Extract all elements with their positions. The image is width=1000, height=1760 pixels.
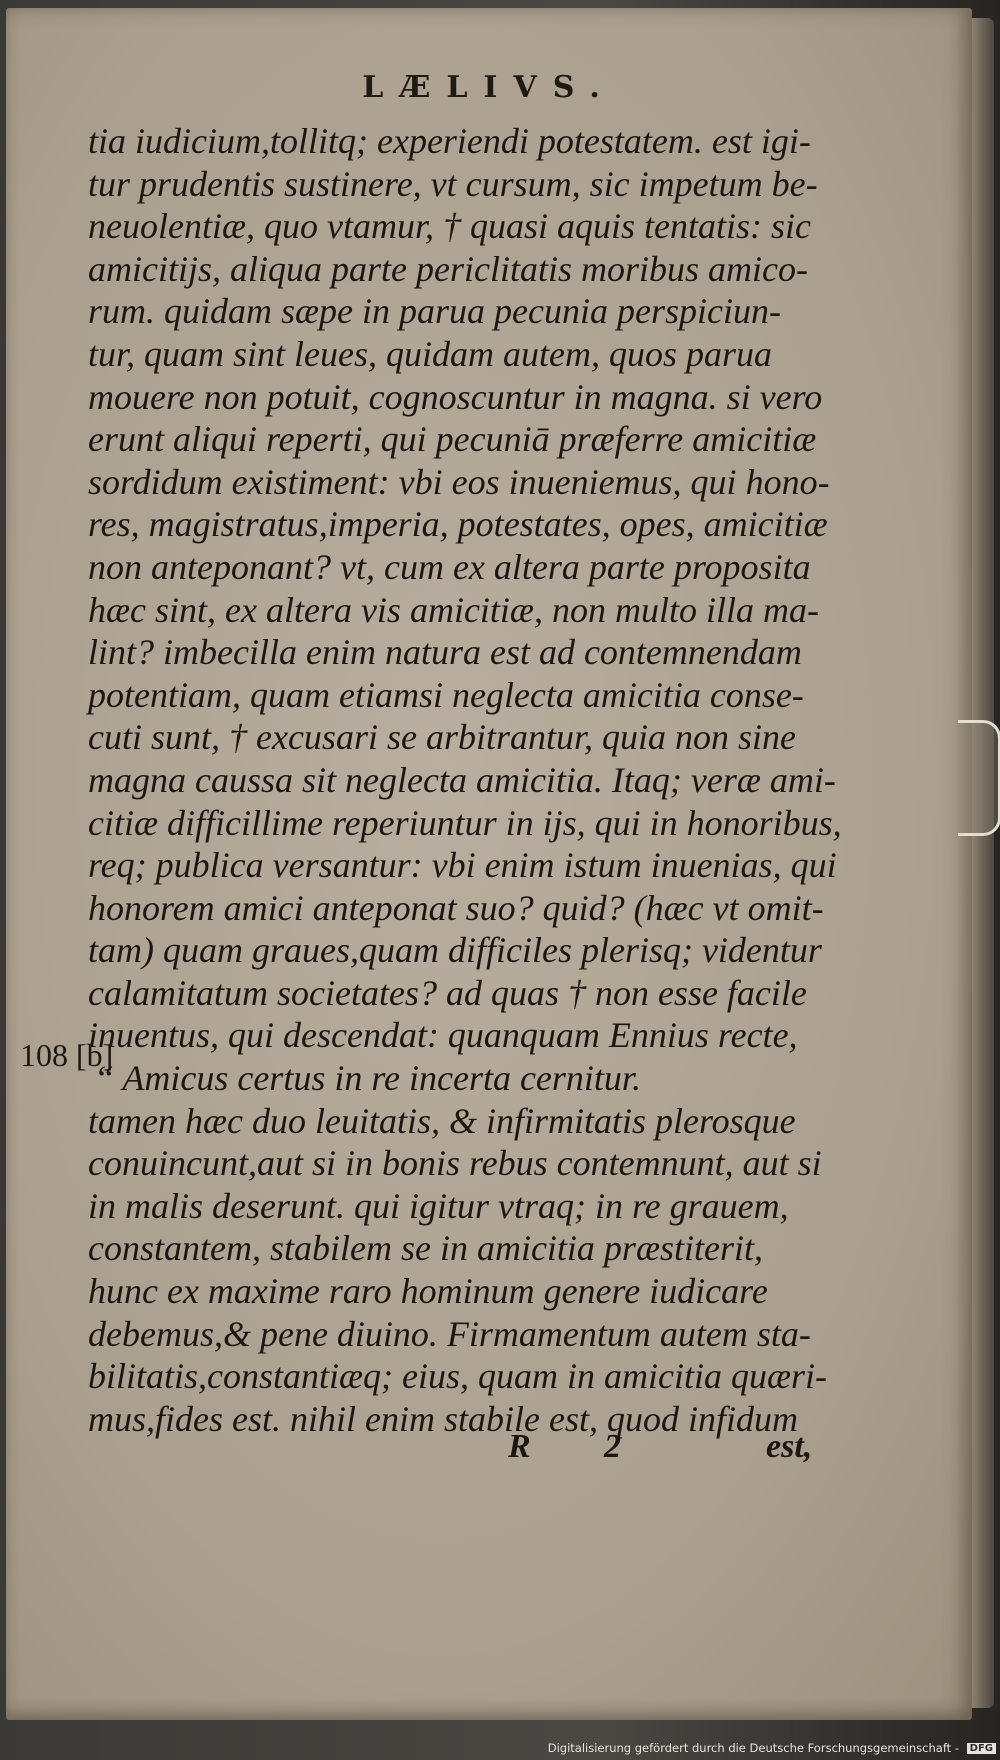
text-line: tam) quam graues,quam difficiles plerisq; videntur: [88, 930, 822, 971]
text-line: potentiam, quam etiamsi neglecta amicitia conse-: [88, 674, 804, 715]
book-page: [6, 8, 972, 1720]
text-line: res, magistratus,imperia, potestates, opes, amicitiæ: [88, 504, 828, 545]
text-line: debemus,& pene diuino. Firmamentum autem sta-: [88, 1313, 811, 1354]
page-edge-tab: [958, 720, 1000, 836]
text-line: erunt aliqui reperti, qui pecuniā præferre amicitiæ: [88, 419, 817, 460]
text-line: bilitatis,constantiæq; eius, quam in amicitia quæri-: [88, 1356, 828, 1397]
text-line: amicitijs, aliqua parte periclitatis moribus amico-: [88, 248, 808, 289]
text-line: sordidum existiment: vbi eos inueniemus, qui hono-: [88, 461, 830, 502]
body-text: [88, 120, 842, 1440]
text-line: req; publica versantur: vbi enim istum inuenias, qui: [88, 845, 837, 886]
text-line: magna caussa sit neglecta amicitia. Itaq; veræ ami-: [88, 759, 836, 800]
text-line: tia iudicium,tollitq; experiendi potestatem. est igi-: [88, 121, 811, 161]
dfg-logo: DFG: [967, 1743, 996, 1754]
marginal-note: 108 [b]: [20, 1037, 114, 1073]
text-line: hæc sint, ex altera vis amicitiæ, non multo illa ma-: [88, 589, 819, 630]
text-line: neuolentiæ, quo vtamur, † quasi aquis tentatis: sic: [88, 206, 811, 247]
catchword: est,: [766, 1428, 813, 1465]
text-line: mus,fides est. nihil enim stabile est, quod infidum: [88, 1398, 798, 1439]
digitization-credit: [548, 1741, 996, 1755]
text-line: tur prudentis sustinere, vt cursum, sic impetum be-: [88, 163, 818, 204]
signature-letter: R: [508, 1428, 531, 1465]
text-line: conuincunt,aut si in bonis rebus contemnunt, aut si: [88, 1143, 822, 1184]
text-line: inuentus, qui descendat: quanquam Ennius recte,: [88, 1015, 798, 1056]
page-edge: [972, 18, 994, 1708]
credit-text: Digitalisierung gefördert durch die Deutsche Forschungsgemeinschaft -: [547, 1741, 959, 1755]
text-line: calamitatum societates? ad quas † non esse facile: [88, 972, 807, 1013]
signature-number: 2: [604, 1428, 621, 1465]
text-line: citiæ difficillime reperiuntur in ijs, qui in honoribus,: [88, 802, 842, 843]
running-head: LÆLIVS.: [362, 70, 616, 105]
quotation-line: “ Amicus certus in re incerta cernitur.: [94, 1058, 641, 1099]
text-line: tur, quam sint leues, quidam autem, quos parua: [88, 333, 772, 374]
text-line: non anteponant? vt, cum ex altera parte proposita: [88, 546, 811, 587]
text-line: lint? imbecilla enim natura est ad contemnendam: [88, 632, 802, 673]
text-line: tamen hæc duo leuitatis, & infirmitatis plerosque: [88, 1100, 796, 1141]
text-line: hunc ex maxime raro hominum genere iudicare: [88, 1271, 768, 1312]
text-line: cuti sunt, † excusari se arbitrantur, quia non sine: [88, 717, 796, 758]
text-line: in malis deserunt. qui igitur vtraq; in re grauem,: [88, 1185, 789, 1226]
text-line: constantem, stabilem se in amicitia præstiterit,: [88, 1228, 763, 1269]
text-line: honorem amici anteponat suo? quid? (hæc vt omit-: [88, 887, 824, 928]
signature-line: [6, 1428, 972, 1488]
text-line: rum. quidam sæpe in parua pecunia perspiciun-: [88, 291, 781, 332]
text-line: mouere non potuit, cognoscuntur in magna. si vero: [88, 376, 823, 417]
